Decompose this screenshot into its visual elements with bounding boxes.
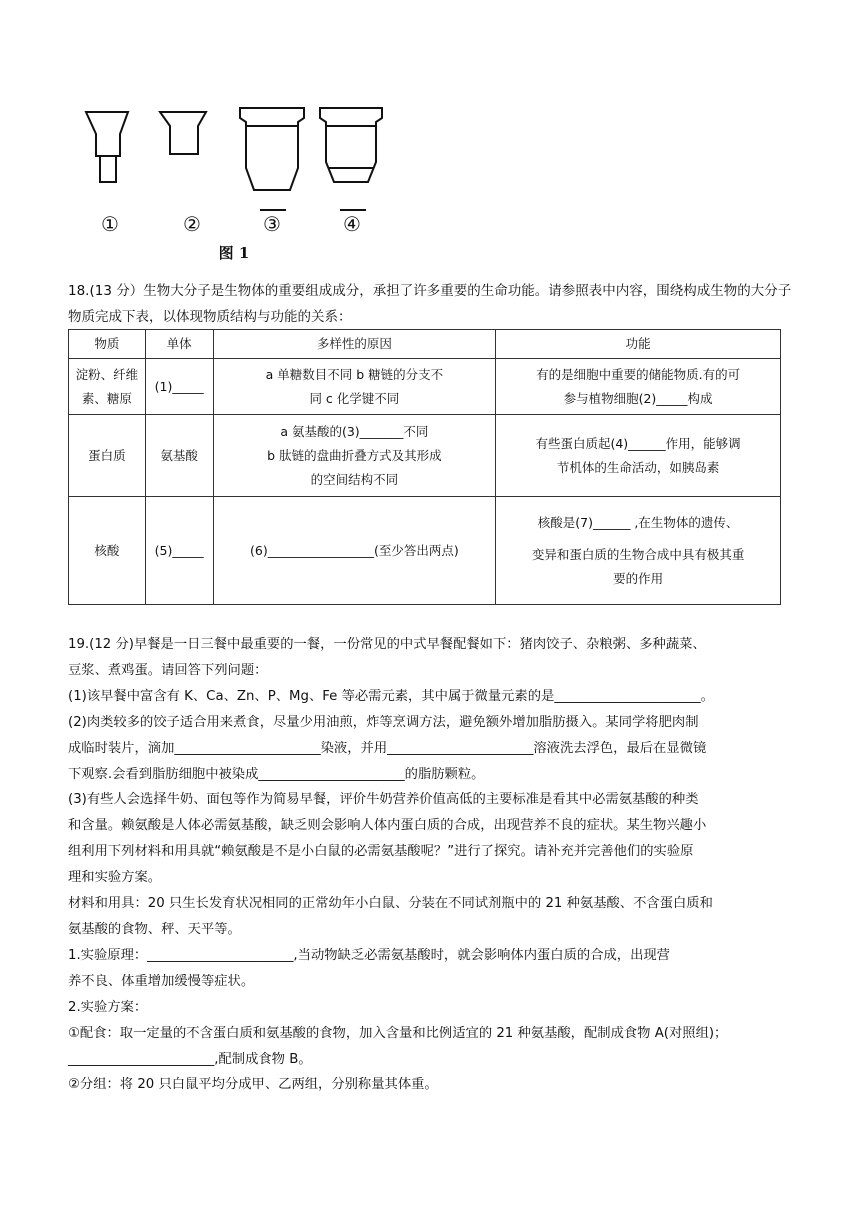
eyepiece-long-icon [86, 112, 128, 182]
label-4: ④ [343, 212, 361, 236]
objective-short-icon [320, 108, 382, 182]
figure-1 [78, 98, 398, 266]
q19-line: 成临时装片，滴加______________________染液，并用______________________溶液洗去浮色，最后在显微镜 [68, 740, 707, 756]
table-row [69, 415, 781, 497]
header-substance: 物质 [69, 330, 146, 359]
q19-line: ______________________,配制成食物 B。 [68, 1051, 312, 1067]
q19-line: 和含量。赖氨酸是人体必需氨基酸，缺乏则会影响人体内蛋白质的合成，出现营养不良的症状。某生物兴趣小 [68, 818, 707, 834]
table-row [69, 359, 781, 415]
table-header-row [69, 330, 781, 359]
lens-diagram [78, 98, 398, 266]
substance-cell: 淀粉、纤维 素、糖原 [69, 359, 146, 415]
function-cell: 有的是细胞中重要的储能物质.有的可 参与植物细胞(2)_____构成 [496, 359, 781, 415]
diversity-cell: a 氨基酸的(3)_______不同 b 肽链的盘曲折叠方式及其形成 的空间结构不同 [213, 415, 496, 497]
q19-line: 下观察.会看到脂肪细胞中被染成______________________的脂肪颗粒。 [68, 766, 485, 782]
function-cell: 核酸是(7)______ ,在生物体的遗传、 变异和蛋白质的生物合成中具有极其重 要的作用 [496, 497, 781, 605]
macromolecule-table [68, 329, 781, 605]
q19-line: 豆浆、煮鸡蛋。请回答下列问题： [68, 662, 268, 678]
q19-line: 19.(12 分)早餐是一日三餐中最重要的一餐，一份常见的中式早餐配餐如下：猪肉饺子、杂粮粥、多种蔬菜、 [68, 637, 706, 652]
q19-line: ①配食：取一定量的不含蛋白质和氨基酸的食物，加入含量和比例适宜的 21 种氨基酸，配制成食物 A(对照组)； [68, 1025, 728, 1041]
q19-line: 养不良、体重增加缓慢等症状。 [68, 973, 255, 989]
eyepiece-short-icon [160, 112, 206, 154]
label-3: ③ [263, 212, 281, 236]
q19-line: (3)有些人会选择牛奶、面包等作为简易早餐，评价牛奶营养价值高低的主要标准是看其中必需氨基酸的种类 [68, 792, 699, 808]
diversity-cell: (6)_________________(至少答出两点) [213, 497, 496, 605]
monomer-cell: (5)_____ [145, 497, 213, 605]
substance-cell: 蛋白质 [69, 415, 146, 497]
q19-line: 2.实验方案： [68, 999, 148, 1015]
q19-line: 组利用下列材料和用具就“赖氨酸是不是小白鼠的必需氨基酸呢？”进行了探究。请补充并完善他们的实验原 [68, 844, 694, 860]
q19-line: (2)肉类较多的饺子适合用来煮食，尽量少用油煎，炸等烹调方法，避免额外增加脂肪摄入。某同学将肥肉制 [68, 714, 699, 730]
function-cell: 有些蛋白质起(4)______作用，能够调 节机体的生命活动，如胰岛素 [496, 415, 781, 497]
objective-long-icon [240, 108, 304, 190]
header-diversity: 多样性的原因 [213, 330, 496, 359]
q19-line: 材料和用具：20 只生长发育状况相同的正常幼年小白鼠、分装在不同试剂瓶中的 21 种氨基酸、不含蛋白质和 [68, 896, 713, 912]
substance-cell: 核酸 [69, 497, 146, 605]
q19-line: ②分组：将 20 只白鼠平均分成甲、乙两组，分别称量其体重。 [68, 1077, 438, 1093]
table-row [69, 497, 781, 605]
q19-line: 理和实验方案。 [68, 870, 162, 886]
header-function: 功能 [496, 330, 781, 359]
q19-line: 氨基酸的食物、秤、天平等。 [68, 921, 241, 937]
monomer-cell: (1)_____ [145, 359, 213, 415]
diversity-cell: a 单糖数目不同 b 糖链的分支不 同 c 化学键不同 [213, 359, 496, 415]
figure-caption: 图 1 [218, 244, 250, 262]
question-18-intro: 18.(13 分）生物大分子是生物体的重要组成成分，承担了许多重要的生命功能。请参照表中内容，围绕构成生物的大分子物质完成下表，以体现物质结构与功能的关系： [68, 283, 792, 325]
label-2: ② [183, 212, 201, 236]
question-19 [68, 632, 795, 1098]
header-monomer: 单体 [145, 330, 213, 359]
q19-line: (1)该早餐中富含有 K、Ca、Zn、P、Mg、Fe 等必需元素，其中属于微量元素的是______________________。 [68, 688, 714, 704]
label-1: ① [101, 212, 119, 236]
q19-line: 1.实验原理：______________________,当动物缺乏必需氨基酸时，就会影响体内蛋白质的合成，出现营 [68, 947, 670, 963]
monomer-cell: 氨基酸 [145, 415, 213, 497]
